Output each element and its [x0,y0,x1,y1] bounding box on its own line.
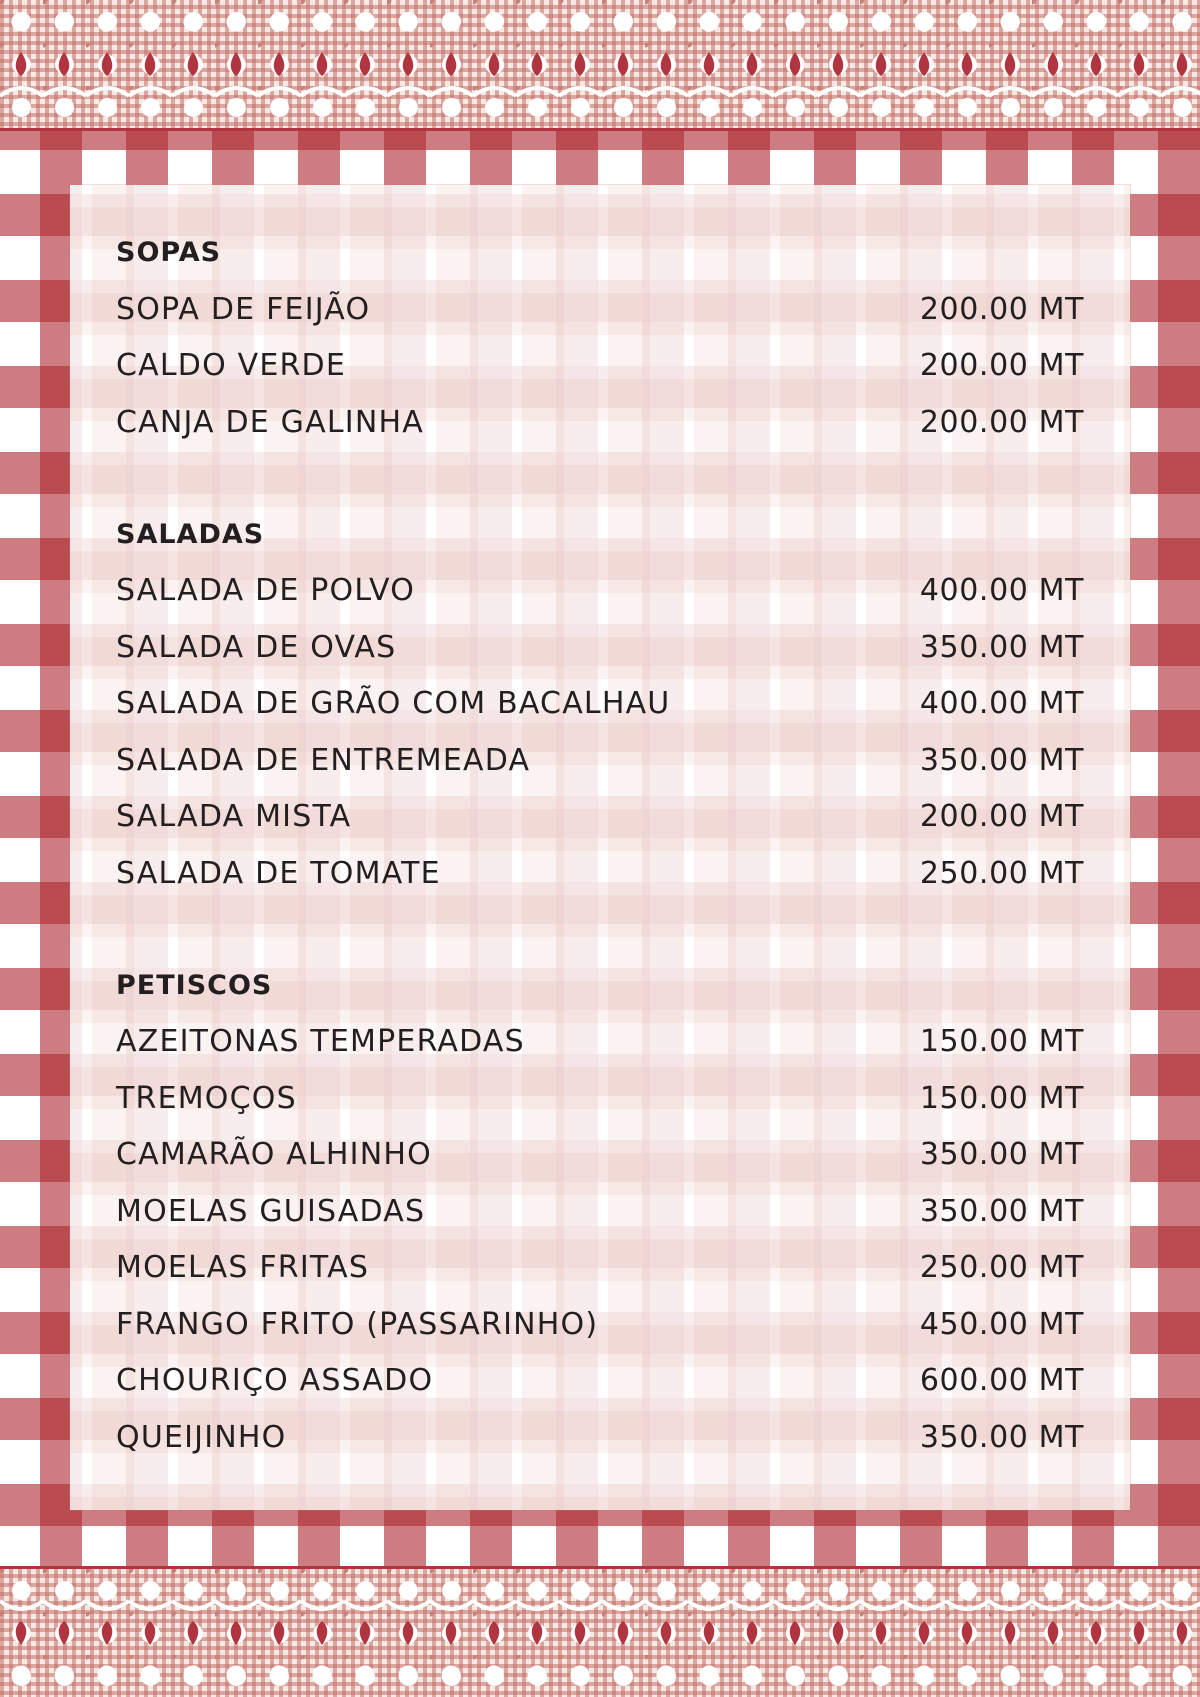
item-price: 350.00 MT [919,1419,1084,1455]
menu-list [116,225,1084,1522]
menu-item [116,789,1084,846]
menu-item [116,1409,1084,1466]
menu-item [116,1240,1084,1297]
menu-item [116,845,1084,902]
menu-section-petiscos [116,958,1084,1466]
item-price: 450.00 MT [919,1306,1084,1342]
menu-item [116,1183,1084,1240]
menu-item [116,563,1084,620]
item-name: MOELAS GUISADAS [116,1193,426,1229]
section-title: SOPAS [116,237,222,268]
item-price: 200.00 MT [919,404,1084,440]
item-name: SALADA MISTA [116,799,352,835]
menu-item [116,676,1084,733]
item-price: 400.00 MT [919,573,1084,609]
menu-item [116,338,1084,395]
lace-border-top [0,0,1200,131]
item-price: 350.00 MT [919,742,1084,778]
item-name: SALADA DE TOMATE [116,855,441,891]
item-price: 250.00 MT [919,855,1084,891]
item-name: QUEIJINHO [116,1419,287,1455]
item-price: 250.00 MT [919,1250,1084,1286]
lace-border-bottom [0,1566,1200,1697]
menu-item [116,1353,1084,1410]
lace-pattern-top [0,0,1200,128]
menu-item [116,394,1084,451]
menu-item [116,619,1084,676]
item-name: SALADA DE POLVO [116,573,416,609]
item-name: CHOURIÇO ASSADO [116,1363,434,1399]
item-name: CANJA DE GALINHA [116,404,424,440]
item-price: 150.00 MT [919,1080,1084,1116]
item-name: CAMARÃO ALHINHO [116,1137,432,1173]
item-name: SALADA DE GRÃO COM BACALHAU [116,686,671,722]
lace-pattern-bottom [0,1569,1200,1697]
menu-item [116,1014,1084,1071]
item-price: 150.00 MT [919,1024,1084,1060]
menu-section-sopas [116,225,1084,451]
item-name: MOELAS FRITAS [116,1250,370,1286]
section-title: SALADAS [116,518,265,550]
item-price: 400.00 MT [919,686,1084,722]
item-price: 200.00 MT [919,799,1084,835]
item-name: FRANGO FRITO (PASSARINHO) [116,1306,599,1342]
section-title: PETISCOS [116,969,273,1001]
item-price: 350.00 MT [919,1137,1084,1173]
item-name: SALADA DE ENTREMEADA [116,742,531,778]
item-price: 600.00 MT [919,1363,1084,1399]
item-price: 350.00 MT [919,629,1084,665]
item-price: 200.00 MT [919,291,1084,327]
item-price: 200.00 MT [919,348,1084,384]
item-name: CALDO VERDE [116,348,347,384]
menu-section-saladas [116,507,1084,902]
item-name: SOPA DE FEIJÃO [116,291,371,327]
menu-item [116,281,1084,338]
menu-item [116,1296,1084,1353]
menu-item [116,1070,1084,1127]
menu-item [116,732,1084,789]
item-price: 350.00 MT [919,1193,1084,1229]
item-name: SALADA DE OVAS [116,629,397,665]
item-name: AZEITONAS TEMPERADAS [116,1024,525,1060]
item-name: TREMOÇOS [116,1080,297,1116]
menu-item [116,1127,1084,1184]
